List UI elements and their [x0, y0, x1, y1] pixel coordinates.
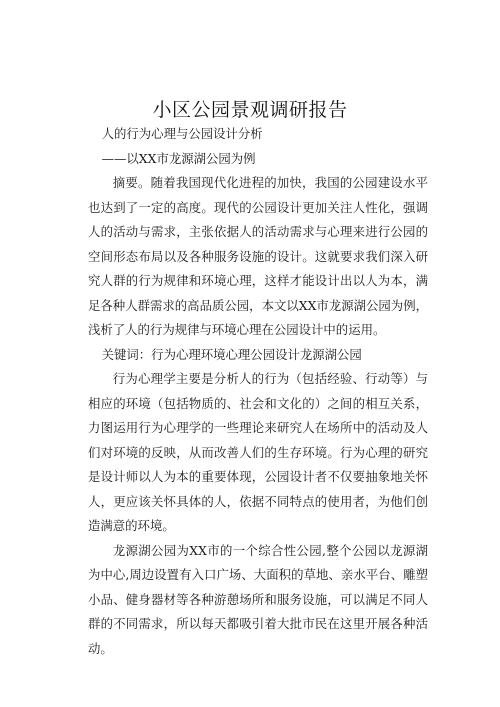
- document-subtitle: 人的行为心理与公园设计分析: [101, 126, 263, 141]
- document-title: 小区公园景观调研报告: [152, 99, 348, 121]
- document-body: [88, 122, 428, 661]
- body-paragraph: 行为心理学主要是分析人的行为（包括经验、行动等）与相应的环境（包括物质的、社会和文化的）之间的相互关系，力图运用行为心理学的一些理论来研究人在场所中的活动及人们对环境的反映，从而改善人们的生存环境。行为心理的研究是设计师以人为本的重要体现，公园设计者不仅要抽象地关怀人，更应该关怀具体的人，依据不同特点的使用者，为他们创造满意的环境。: [88, 371, 428, 533]
- abstract-paragraph: 摘要。随着我国现代化进程的加快，我国的公园建设水平也达到了一定的高度。现代的公园设计更加关注人性化，强调人的活动与需求，主张依据人的活动需求与心理来进行公园的空间形态布局以及各种服务设施的设计。这就要求我们深入研究人群的行为规律和环境心理，这样才能设计出以人为本，满足各种人群需求的高品质公园，本文以XX市龙源湖公园为例，浅析了人的行为规律与环境心理在公园设计中的运用。: [88, 175, 428, 337]
- body-paragraph: 龙源湖公园为XX市的一个综合性公园,整个公园以龙源湖为中心,周边设置有入口广场、大面积的草地、亲水平台、雕塑小品、健身器材等各种游憩场所和服务设施，可以满足不同人群的不同需求，所以每天都吸引着大批市民在这里开展各种活动。: [88, 542, 428, 656]
- document-byline: ——以XX市龙源湖公园为例: [101, 150, 256, 166]
- keywords-paragraph: 关键词：行为心理环境心理公园设计龙源湖公园: [101, 346, 362, 362]
